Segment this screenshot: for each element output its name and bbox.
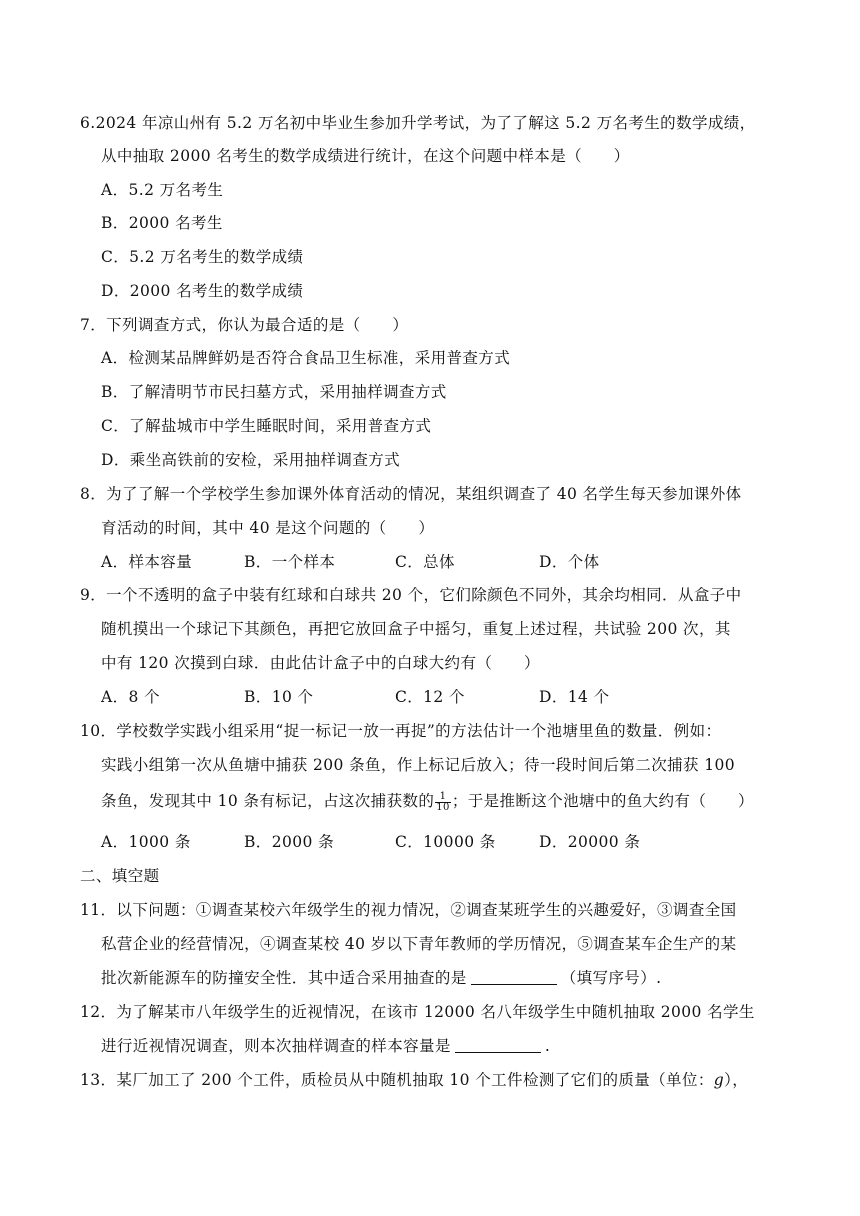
q13-stem-line1-post: ）， — [724, 1071, 749, 1089]
q6-stem-line1: 6.2024 年凉山州有 5.2 万名初中毕业生参加升学考试，为了了解这 5.2 万名考生的数学成绩， — [80, 114, 756, 132]
q11-stem-line2: 私营企业的经营情况，④调查某校 40 岁以下青年教师的学历情况，⑤调查某车企生产的某 — [101, 935, 737, 953]
q13-stem-line1 — [80, 1070, 748, 1090]
q9-stem-line2: 随机摸出一个球记下其颜色，再把它放回盒子中摇匀，重复上述过程，共试验 200 次，其 — [101, 620, 731, 638]
q9-option-b: B．10 个 — [244, 688, 314, 706]
q11-stem-line3 — [101, 968, 661, 988]
q11-stem-line1: 11．以下问题：①调查某校六年级学生的视力情况，②调查某班学生的兴趣爱好，③调查全国 — [80, 901, 737, 919]
q10-stem-line3-post: ；于是推断这个池塘中的鱼大约有（ ） — [451, 792, 754, 810]
q9-option-a: A．8 个 — [101, 688, 160, 706]
q6-option-c: C．5.2 万名考生的数学成绩 — [101, 248, 304, 266]
q7-stem-line1: 7．下列调查方式，你认为最合适的是（ ） — [80, 316, 409, 334]
fraction-one-tenth — [435, 792, 451, 813]
q9-option-c: C．12 个 — [395, 688, 465, 706]
q9-stem-line1: 9．一个不透明的盒子中装有红球和白球共 20 个，它们除颜色不同外，其余均相同．从盒子中 — [80, 586, 742, 604]
q8-option-a: A．样本容量 — [101, 553, 193, 571]
q12-stem-line2-pre: 进行近视情况调查，则本次抽样调查的样本容量是 — [101, 1037, 451, 1055]
q7-option-c: C．了解盐城市中学生睡眠时间，采用普查方式 — [101, 417, 432, 435]
q11-stem-line3-pre: 批次新能源车的防撞安全性．其中适合采用抽查的是 — [101, 969, 467, 987]
q8-stem-line1: 8．为了了解一个学校学生参加课外体育活动的情况，某组织调查了 40 名学生每天参加课外体 — [80, 485, 742, 503]
q11-answer-blank[interactable] — [471, 968, 557, 985]
q6-option-d: D．2000 名考生的数学成绩 — [101, 282, 304, 300]
q13-stem-line1-pre: 13．某厂加工了 200 个工件，质检员从中随机抽取 10 个工件检测了它们的质量（单位： — [80, 1071, 714, 1089]
q10-option-c: C．10000 条 — [395, 833, 496, 851]
fraction-denominator: 10 — [436, 801, 450, 813]
q8-stem-line2: 育活动的时间，其中 40 是这个问题的（ ） — [101, 519, 435, 537]
q10-option-b: B．2000 条 — [244, 833, 334, 851]
q7-option-d: D．乘坐高铁前的安检，采用抽样调查方式 — [101, 451, 401, 469]
q10-options-row — [101, 832, 721, 852]
q10-option-d: D．20000 条 — [539, 833, 641, 851]
q12-stem-line2 — [101, 1036, 550, 1056]
q8-option-b: B．一个样本 — [244, 553, 336, 571]
q10-option-a: A．1000 条 — [101, 833, 191, 851]
q9-option-d: D．14 个 — [539, 688, 610, 706]
q6-option-a: A．5.2 万名考生 — [101, 181, 224, 199]
q12-stem-line1: 12．为了解某市八年级学生的近视情况，在该市 12000 名八年级学生中随机抽取 2000 名学生 — [80, 1003, 755, 1021]
q10-stem-line3-pre: 条鱼，发现其中 10 条有标记，占这次捕获数的 — [101, 792, 435, 810]
unit-g: g — [713, 1071, 725, 1089]
q6-option-b: B．2000 名考生 — [101, 214, 223, 232]
q10-stem-line1: 10．学校数学实践小组采用“捉一标记一放一再捉”的方法估计一个池塘里鱼的数量．例如： — [80, 722, 722, 740]
q11-stem-line3-post: （填写序号）. — [560, 969, 662, 987]
q9-options-row — [101, 687, 721, 707]
q12-stem-line2-post: . — [544, 1037, 551, 1055]
q8-option-c: C．总体 — [395, 553, 455, 571]
q9-stem-line3: 中有 120 次摸到白球．由此估计盒子中的白球大约有（ ） — [101, 654, 540, 672]
section-heading-fill-in: 二、填空题 — [80, 867, 160, 885]
q8-options-row — [101, 552, 721, 572]
q6-stem-line2: 从中抽取 2000 名考生的数学成绩进行统计，在这个问题中样本是（ ） — [101, 147, 630, 165]
q12-answer-blank[interactable] — [455, 1036, 541, 1053]
fraction-numerator: 1 — [435, 792, 451, 803]
q8-option-d: D．个体 — [539, 553, 600, 571]
q10-stem-line3 — [101, 791, 754, 813]
q10-stem-line2: 实践小组第一次从鱼塘中捕获 200 条鱼，作上标记后放入；待一段时间后第二次捕获 100 — [101, 756, 736, 774]
q7-option-a: A．检测某品牌鲜奶是否符合食品卫生标准，采用普查方式 — [101, 349, 511, 367]
q7-option-b: B．了解清明节市民扫墓方式，采用抽样调查方式 — [101, 383, 447, 401]
